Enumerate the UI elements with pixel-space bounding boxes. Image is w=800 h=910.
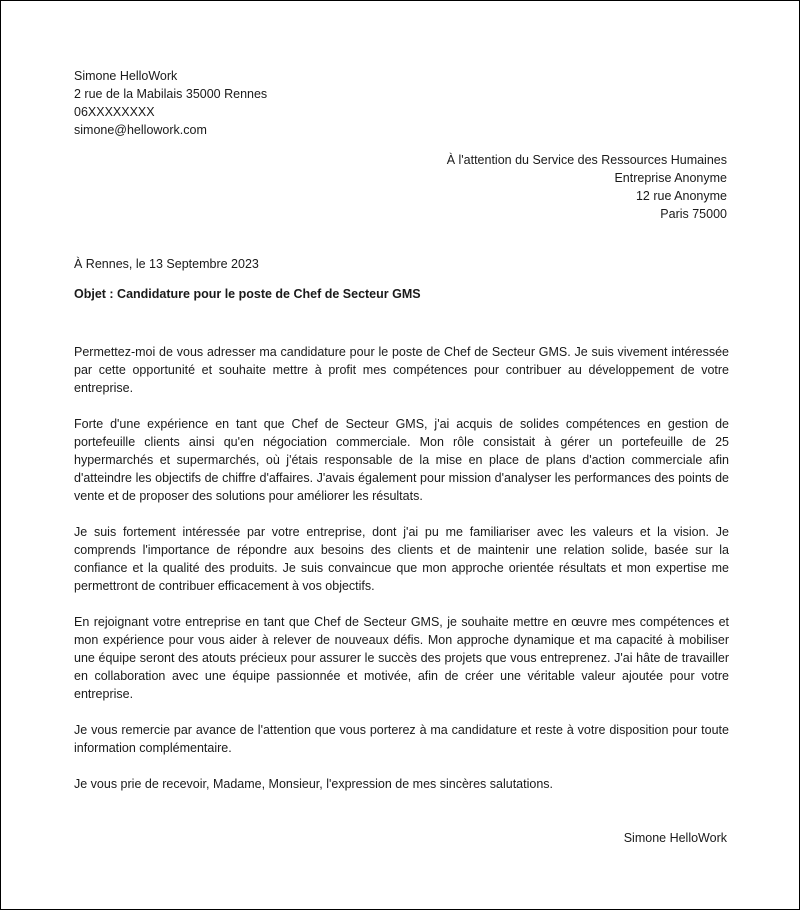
recipient-street: 12 rue Anonyme bbox=[635, 189, 727, 203]
body-paragraph: En rejoignant votre entreprise en tant que Chef de Secteur GMS, je souhaite mettre en œuvre mes compétences et mon expérience pour vous aider à relever de nouveaux défis. Mon approche dynamique et ma capacité à mobiliser une équipe seront des atouts précieux pour assurer le succès des projets que vous entreprenez. J'ai hâte de travailler en collaboration avec une équipe passionnée et motivée, afin de créer une véritable valeur ajoutée pour votre entreprise. bbox=[74, 615, 729, 701]
body-paragraph: Je suis fortement intéressée par votre entreprise, dont j'ai pu me familiariser avec les valeurs et la vision. Je comprends l'importance de répondre aux besoins des clients et de maintenir une relation solide, basée sur la confiance et la qualité des produits. Je suis convaincue que mon approche orientée résultats et mon expertise me permettront de contribuer efficacement à vos objectifs. bbox=[74, 525, 729, 593]
letter-date: À Rennes, le 13 Septembre 2023 bbox=[74, 257, 259, 271]
sender-email: simone@hellowork.com bbox=[74, 123, 207, 137]
body-paragraph: Je vous remercie par avance de l'attention que vous porterez à ma candidature et reste à votre disposition pour toute information complémentaire. bbox=[74, 723, 729, 755]
signature: Simone HelloWork bbox=[623, 831, 727, 845]
body-paragraph: Permettez-moi de vous adresser ma candidature pour le poste de Chef de Secteur GMS. Je suis vivement intéressée par cette opportunité et souhaite mettre à profit mes compétences pour contribuer au développement de votre entreprise. bbox=[74, 345, 729, 395]
body-paragraph: Forte d'une expérience en tant que Chef de Secteur GMS, j'ai acquis de solides compétences en gestion de portefeuille clients ainsi qu'en négociation commerciale. Mon rôle consistait à gérer un portefeuille de 25 hypermarchés et supermarchés, où j'étais responsable de la mise en place de plans d'action commerciale afin d'atteindre les objectifs de chiffre d'affaires. J'avais également pour mission d'analyser les performances des points de vente et de proposer des solutions pour améliorer les résultats. bbox=[74, 417, 729, 503]
letter-subject: Objet : Candidature pour le poste de Chef de Secteur GMS bbox=[74, 287, 421, 301]
sender-block bbox=[74, 67, 474, 139]
closing-paragraph: Je vous prie de recevoir, Madame, Monsieur, l'expression de mes sincères salutations. bbox=[74, 777, 554, 791]
recipient-block bbox=[307, 151, 727, 223]
sender-name: Simone HelloWork bbox=[74, 69, 178, 83]
recipient-city: Paris 75000 bbox=[660, 207, 727, 221]
sender-phone: 06XXXXXXXX bbox=[74, 105, 155, 119]
sender-address: 2 rue de la Mabilais 35000 Rennes bbox=[74, 87, 268, 101]
recipient-company: Entreprise Anonyme bbox=[614, 171, 727, 185]
recipient-attention: À l'attention du Service des Ressources Humaines bbox=[446, 153, 727, 167]
letter-body bbox=[74, 343, 729, 793]
